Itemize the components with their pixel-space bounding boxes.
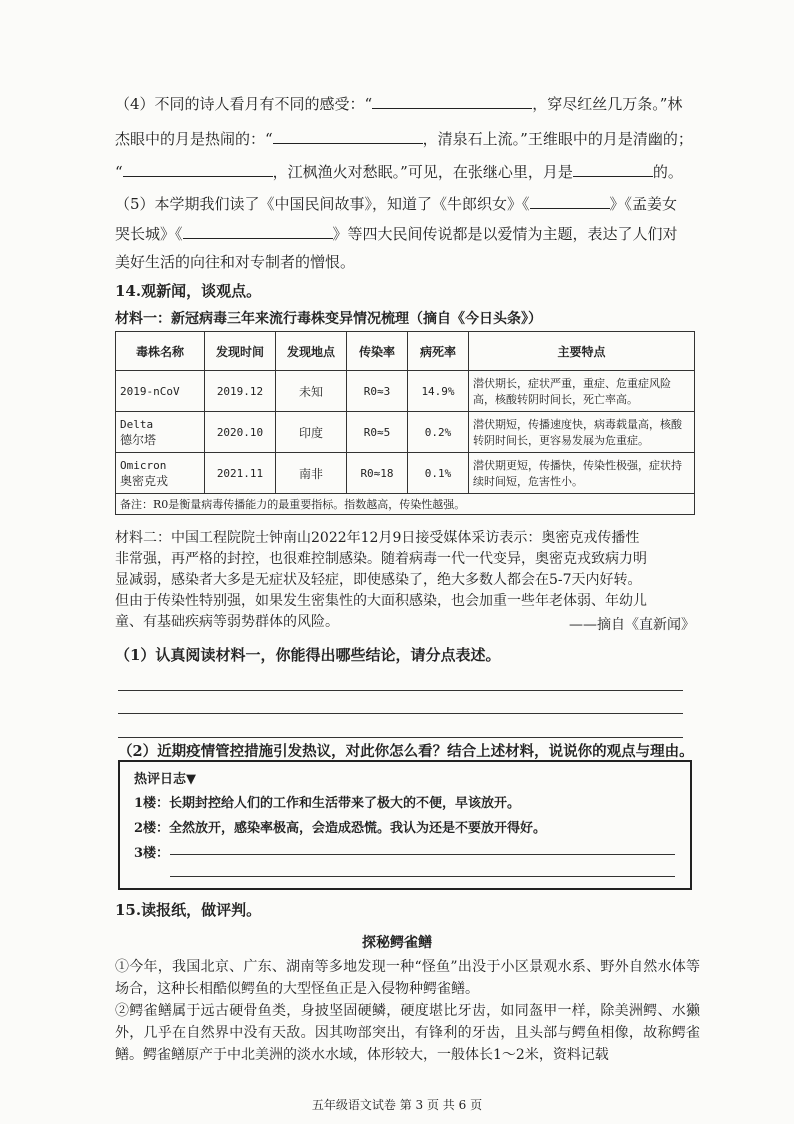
answer-blank[interactable] — [573, 160, 653, 177]
answer-line[interactable] — [170, 854, 675, 855]
q13-p5-line1: （5）本学期我们读了《中国民间故事》，知道了《牛郎织女》《 》《孟姜女 — [115, 192, 700, 214]
table-note: 备注：R0是衡量病毒传播能力的最重要指标。指数越高，传染性越强。 — [116, 494, 695, 515]
q13-p5-line3: 美好生活的向往和对专制者的憎恨。 — [115, 253, 356, 271]
answer-blank[interactable] — [123, 160, 273, 177]
found-place: 未知 — [276, 371, 347, 412]
material2-line: 显减弱，感染者大多是无症状及轻症，即使感染了，绝大多数人都会在5-7天内好转。 — [115, 572, 642, 588]
material2-source: ——摘自《直新闻》 — [569, 617, 695, 633]
table-header-row — [116, 332, 695, 371]
answer-blank[interactable] — [530, 192, 610, 209]
strain-name: 2019-nCoV — [116, 371, 205, 412]
transmission-rate: R0≈18 — [347, 453, 408, 494]
page-footer: 五年级语文试卷 第 3 页 共 6 页 — [311, 1098, 483, 1112]
q13-p4-line2: 杰眼中的月是热闹的：“ ，清泉石上流。”王维眼中的月是清幽的； — [115, 127, 700, 149]
table-note-row — [116, 494, 695, 515]
table-header: 毒株名称 — [116, 332, 205, 371]
log-title: 热评日志▼ — [134, 772, 196, 787]
answer-line[interactable] — [118, 713, 683, 714]
log-floor-3-label: 3楼： — [134, 846, 170, 861]
table-row — [116, 412, 695, 453]
answer-line[interactable] — [118, 737, 683, 738]
death-rate: 14.9% — [408, 371, 469, 412]
table-header: 传染率 — [347, 332, 408, 371]
table-header: 发现时间 — [205, 332, 276, 371]
answer-blank[interactable] — [183, 222, 333, 239]
material2-line: 童、有基础疾病等弱势群体的风险。 — [115, 614, 339, 630]
death-rate: 0.2% — [408, 412, 469, 453]
q14-sub1: （1）认真阅读材料一，你能得出哪些结论，请分点表述。 — [115, 646, 501, 664]
q15-title: 15.读报纸，做评判。 — [115, 901, 262, 919]
found-time: 2020.10 — [205, 412, 276, 453]
strain-name: Delta 德尔塔 — [116, 412, 205, 453]
table-header: 发现地点 — [276, 332, 347, 371]
found-place: 印度 — [276, 412, 347, 453]
found-time: 2021.11 — [205, 453, 276, 494]
table-header: 病死率 — [408, 332, 469, 371]
answer-blank[interactable] — [273, 127, 423, 144]
transmission-rate: R0≈3 — [347, 371, 408, 412]
article-title: 探秘鳄雀鳝 — [362, 935, 432, 951]
answer-line[interactable] — [118, 690, 683, 691]
q13-p5-line2: 哭长城》《 》等四大民间传说都是以爱情为主题，表达了人们对 — [115, 222, 700, 244]
material2-line: 非常强，再严格的封控，也很难控制感染。随着病毒一代一代变异，奥密克戎致病力明 — [115, 551, 647, 567]
main-features: 潜伏期长，症状严重，重症、危重症风险高，核酸转阴时间长，死亡率高。 — [469, 371, 695, 412]
q14-title: 14.观新闻，谈观点。 — [115, 282, 262, 300]
hot-comment-log — [118, 760, 692, 890]
transmission-rate: R0≈5 — [347, 412, 408, 453]
answer-line[interactable] — [170, 876, 675, 877]
log-floor-2: 2楼：全然放开，感染率极高，会造成恐慌。我认为还是不要放开得好。 — [134, 821, 547, 836]
answer-blank[interactable] — [372, 92, 532, 109]
article-para-1: ①今年，我国北京、广东、湖南等多地发现一种“怪鱼”出没于小区景观水系、野外自然水体等场合，这种长相酷似鳄鱼的大型怪鱼正是入侵物种鳄雀鳝。 — [115, 959, 700, 997]
death-rate: 0.1% — [408, 453, 469, 494]
table-row — [116, 453, 695, 494]
table-row — [116, 371, 695, 412]
material1-title: 材料一：新冠病毒三年来流行毒株变异情况梳理（摘自《今日头条》） — [115, 311, 542, 327]
q13-p4-line1: （4）不同的诗人看月有不同的感受：“ ，穿尽红丝几万条。”林 — [115, 92, 700, 114]
found-place: 南非 — [276, 453, 347, 494]
material2-line: 材料二：中国工程院院士钟南山2022年12月9日接受媒体采访表示：奥密克戎传播性 — [115, 530, 640, 546]
material2-line: 但由于传染性特别强，如果发生密集性的大面积感染，也会加重一些年老体弱、年幼儿 — [115, 593, 647, 609]
article-para-2: ②鳄雀鳝属于远古硬骨鱼类，身披坚固硬鳞，硬度堪比牙齿，如同盔甲一样，除美洲鳄、水獭外，几乎在自然界中没有天敌。因其吻部突出，有锋利的牙齿，且头部与鳄鱼相像，故称鳄雀鳝。鳄雀鳝原产于中北美洲的淡水水域，体形较大，一般体长1～2米，资料记载 — [115, 1003, 700, 1063]
log-floor-1: 1楼：长期封控给人们的工作和生活带来了极大的不便，早该放开。 — [134, 796, 521, 811]
main-features: 潜伏期短，传播速度快，病毒载量高，核酸转阴时间长，更容易发展为危重症。 — [469, 412, 695, 453]
found-time: 2019.12 — [205, 371, 276, 412]
strain-name: Omicron 奥密克戎 — [116, 453, 205, 494]
q13-p4-line3: “ ，江枫渔火对愁眠。”可见，在张继心里，月是 的。 — [115, 160, 700, 182]
virus-variant-table — [115, 331, 695, 515]
table-header: 主要特点 — [469, 332, 695, 371]
q14-sub2: （2）近期疫情管控措施引发热议，对此你怎么看？结合上述材料，说说你的观点与理由。 — [118, 743, 694, 760]
main-features: 潜伏期更短，传播快，传染性极强，症状持续时间短，危害性小。 — [469, 453, 695, 494]
